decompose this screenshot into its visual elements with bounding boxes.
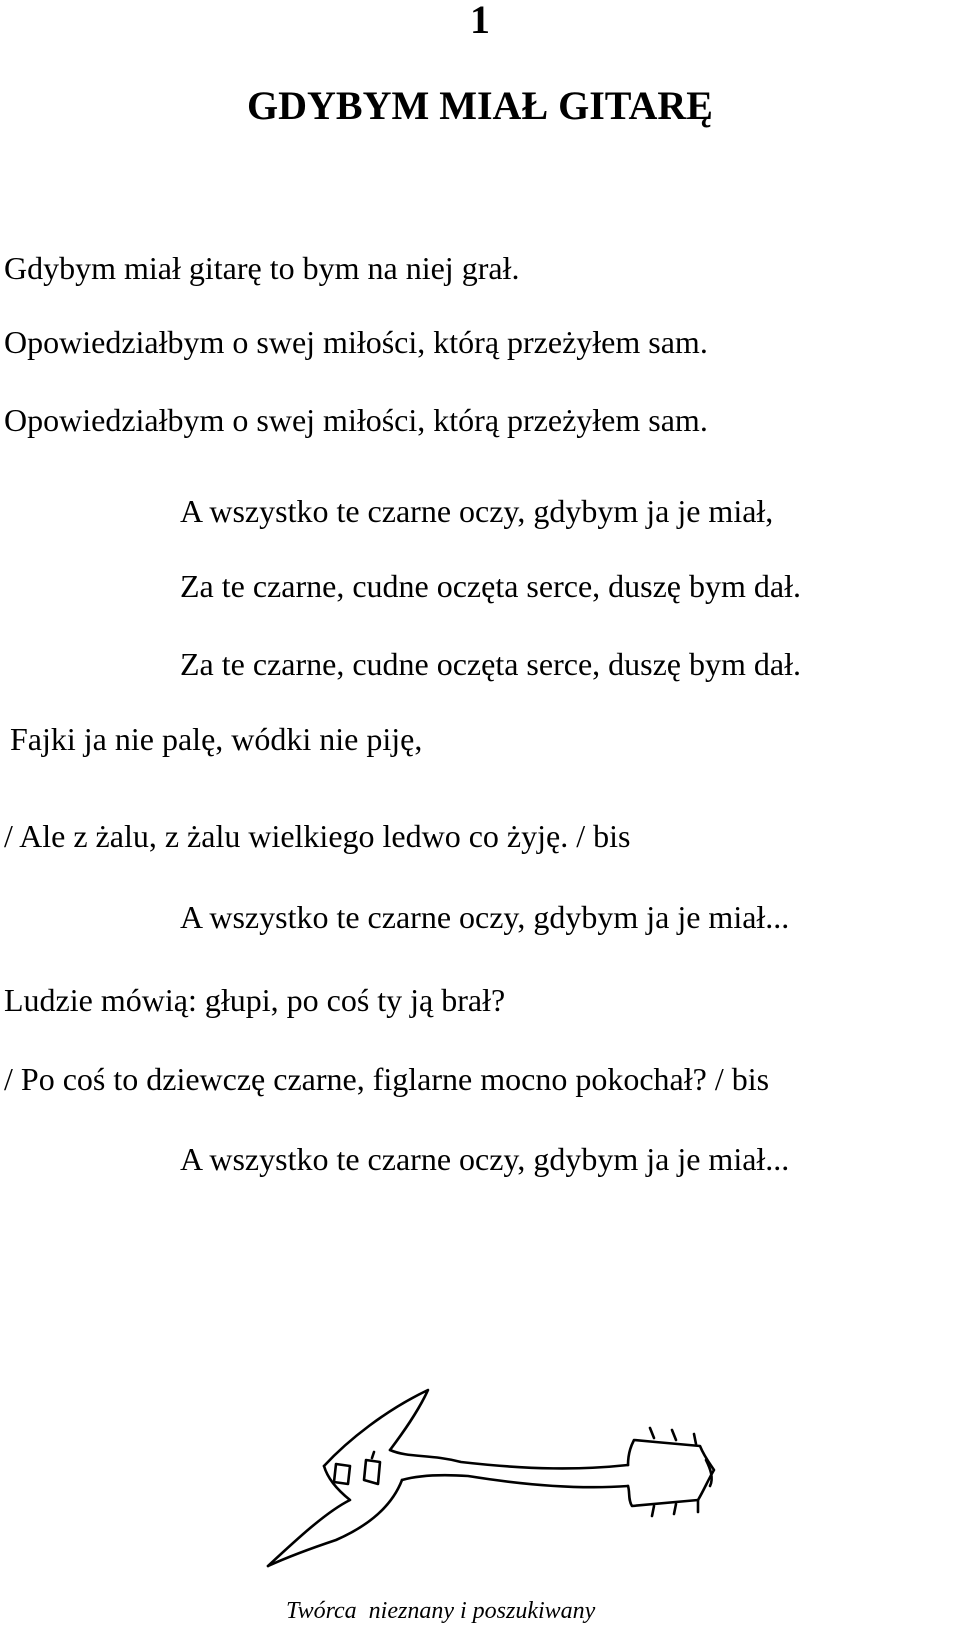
song-title: GDYBYM MIAŁ GITARĘ bbox=[247, 83, 713, 128]
credit-note: Twórca nieznany i poszukiwany bbox=[286, 1598, 596, 1624]
lyric-line-5: Za te czarne, cudne oczęta serce, duszę bym dał. bbox=[180, 568, 801, 604]
lyric-line-2: Opowiedziałbym o swej miłości, którą przeżyłem sam. bbox=[4, 324, 708, 360]
lyric-line-8: / Ale z żalu, z żalu wielkiego ledwo co żyję. / bis bbox=[4, 818, 631, 854]
lyric-line-4: A wszystko te czarne oczy, gdybym ja je miał, bbox=[180, 493, 774, 529]
lyric-line-12: A wszystko te czarne oczy, gdybym ja je miał... bbox=[180, 1141, 790, 1177]
lyric-line-9: A wszystko te czarne oczy, gdybym ja je miał... bbox=[180, 899, 790, 935]
lyric-line-11: / Po coś to dziewczę czarne, figlarne mocno pokochał? / bis bbox=[4, 1061, 770, 1097]
lyric-line-6: Za te czarne, cudne oczęta serce, duszę bym dał. bbox=[180, 646, 801, 682]
page-number: 1 bbox=[470, 0, 490, 42]
lyric-line-10: Ludzie mówią: głupi, po coś ty ją brał? bbox=[4, 982, 506, 1018]
lyric-line-3: Opowiedziałbym o swej miłości, którą przeżyłem sam. bbox=[4, 402, 708, 438]
lyric-line-1: Gdybym miał gitarę to bym na niej grał. bbox=[4, 250, 520, 286]
lyric-line-7: Fajki ja nie palę, wódki nie piję, bbox=[10, 721, 423, 757]
guitar-sketch-icon bbox=[256, 1380, 756, 1590]
